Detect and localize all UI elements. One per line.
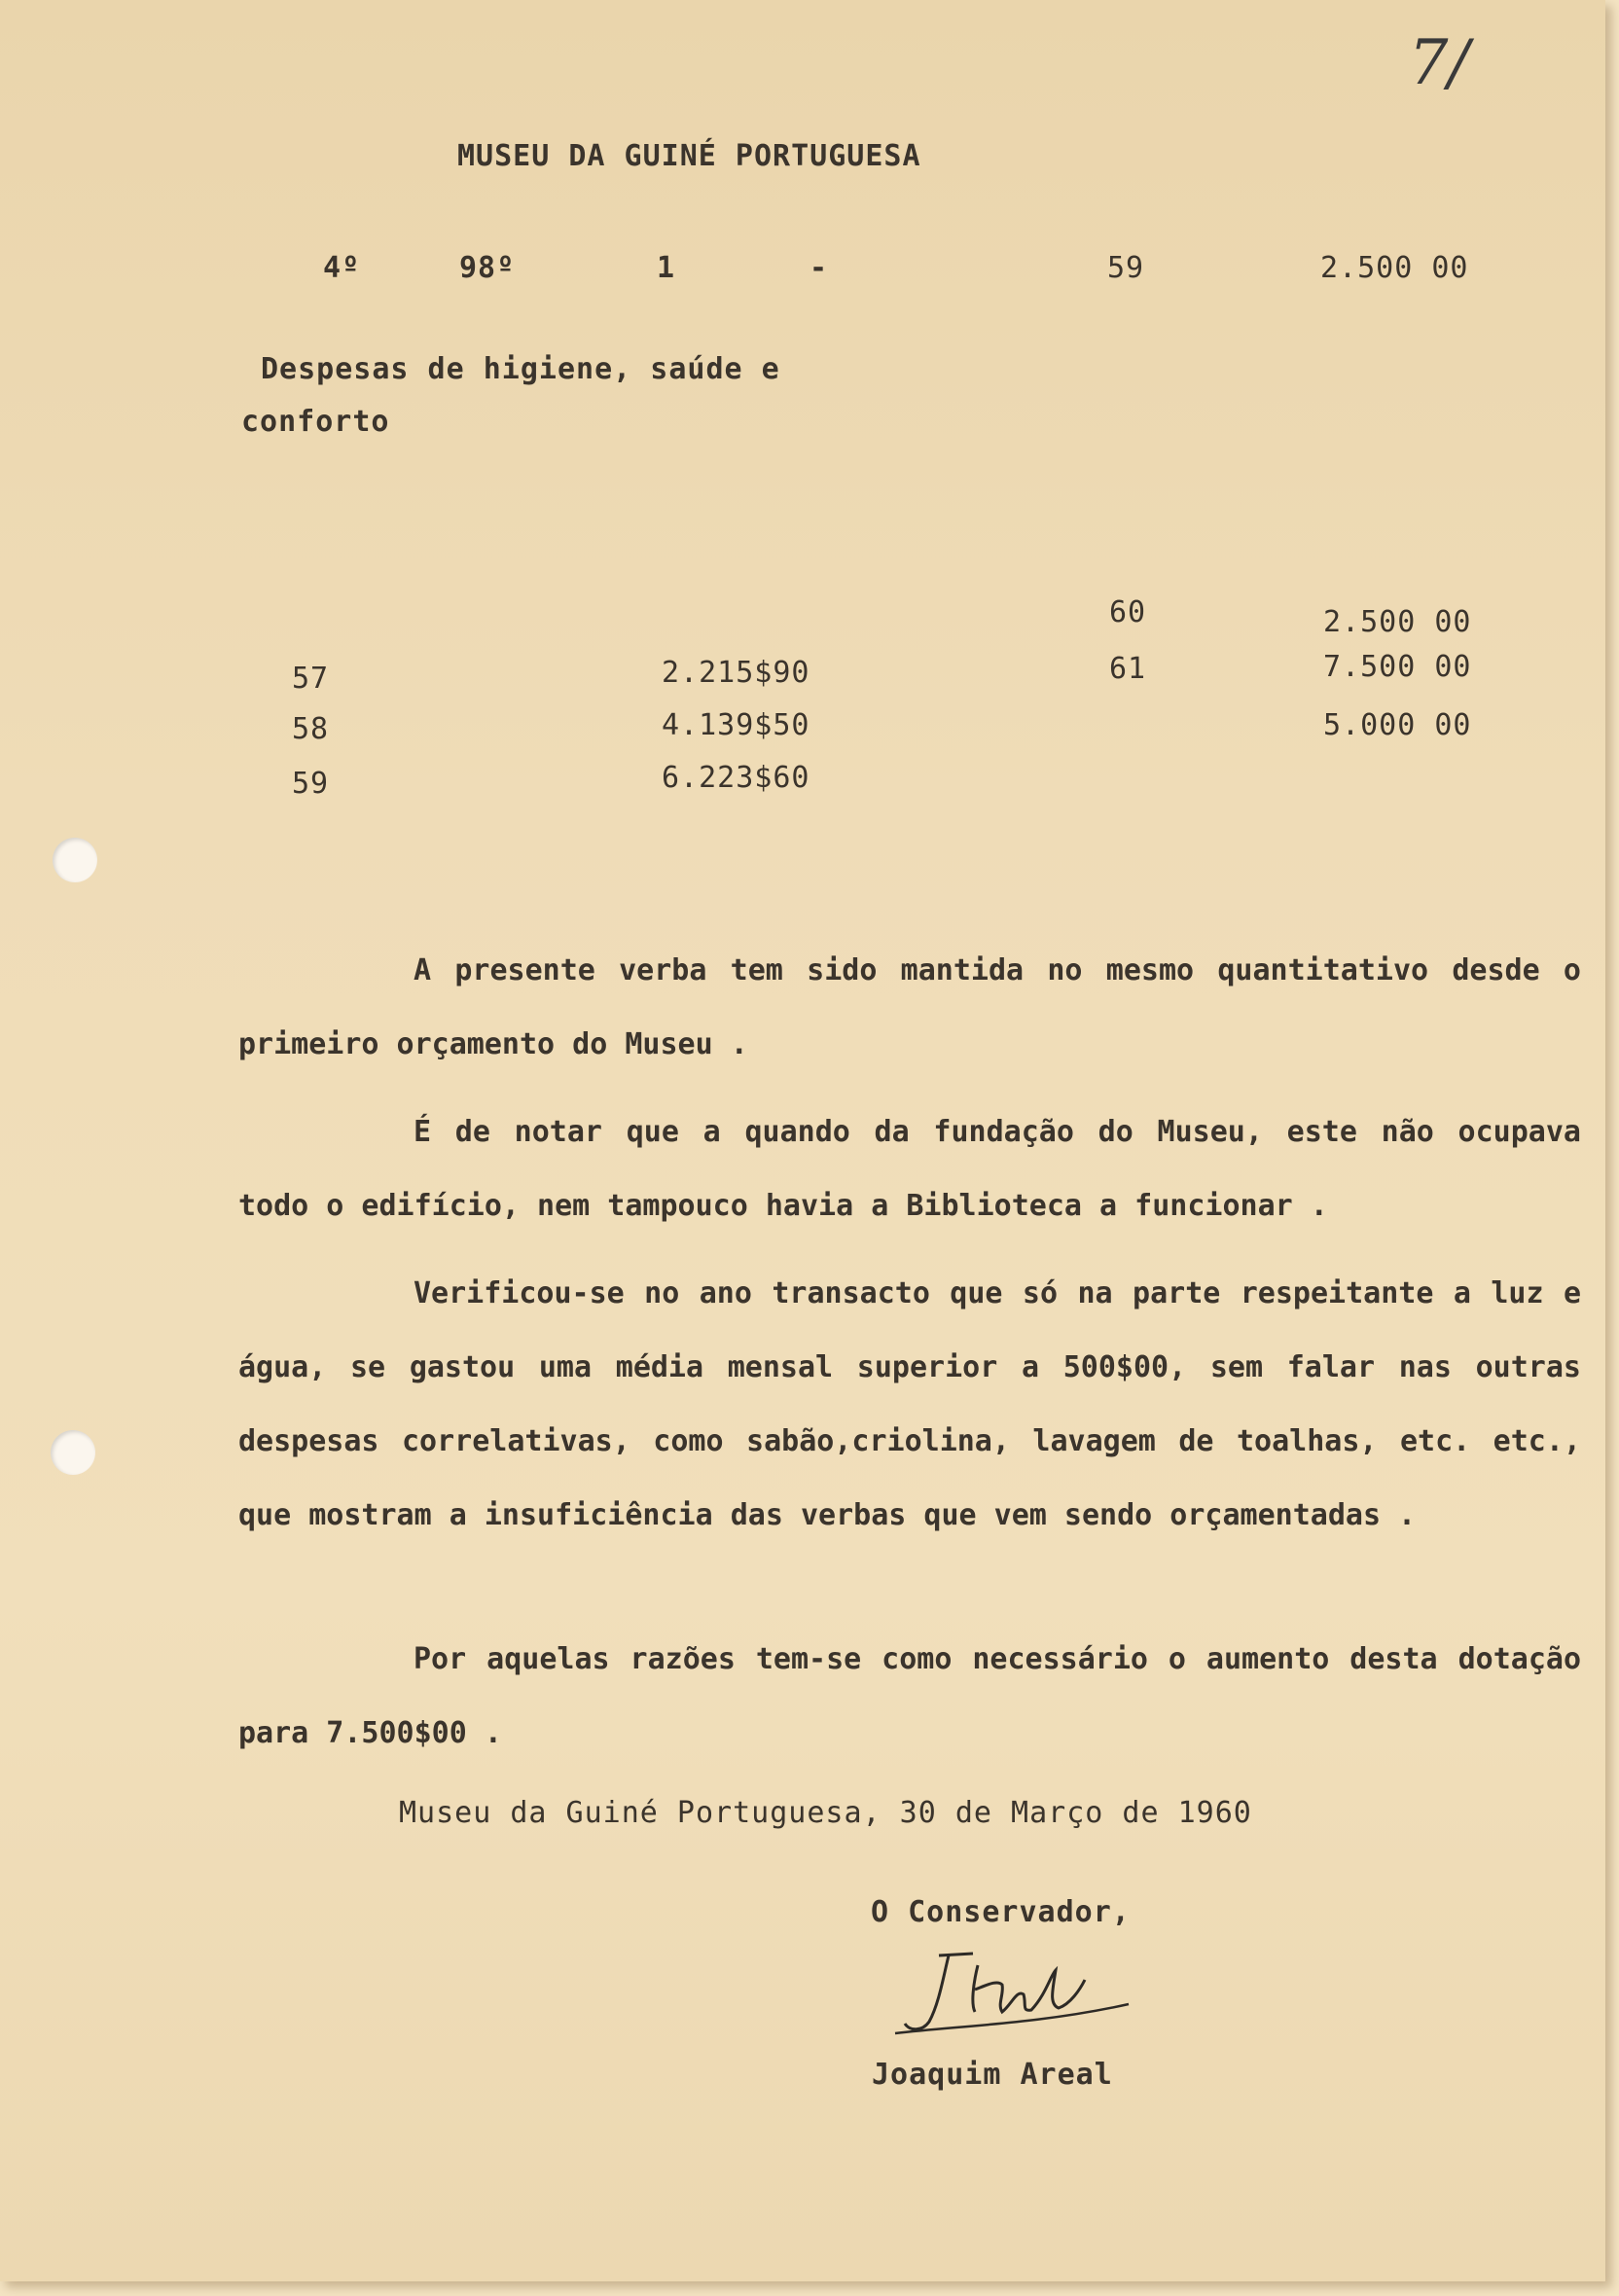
signature: [876, 1936, 1187, 2053]
expense-amount: 6.223$60: [662, 761, 810, 795]
punch-hole-top: [53, 838, 97, 882]
paragraph-2: [238, 1095, 1581, 1243]
paragraph-1-text: A presente verba tem sido mantida no mesmo quantitativo desde o primeiro orçamento do Museu .: [238, 953, 1581, 1061]
budget-amount: 7.500 00: [1323, 650, 1472, 684]
expense-amount: 2.215$90: [662, 656, 810, 690]
budget-cell-year: 59: [1107, 251, 1145, 285]
budget-year: 60: [1109, 595, 1147, 629]
budget-cell-article: 98º: [459, 251, 516, 285]
paragraph-4: [238, 1623, 1581, 1771]
budget-year: 61: [1109, 652, 1147, 686]
budget-cell-dash: -: [810, 251, 829, 285]
paragraph-2-text: É de notar que a quando da fundação do Museu, este não ocupava todo o edifício, nem tampouco havia a Biblioteca a funcionar .: [238, 1115, 1581, 1223]
expense-year: 59: [292, 767, 330, 801]
budget-cell-chapter: 4º: [323, 251, 361, 285]
page-number: 7/: [1408, 27, 1469, 99]
section-title-line2: conforto: [241, 405, 390, 439]
expense-amount: 4.139$50: [662, 708, 810, 742]
place-date: Museu da Guiné Portuguesa, 30 de Março de 1960: [399, 1796, 1252, 1830]
signatory-name: Joaquim Areal: [872, 2058, 1113, 2092]
punch-hole-bottom: [51, 1430, 95, 1475]
letterhead: MUSEU DA GUINÉ PORTUGUESA: [457, 139, 921, 173]
budget-cell-amount: 2.500 00: [1320, 251, 1469, 285]
budget-amount: 5.000 00: [1323, 708, 1472, 742]
budget-amount: 2.500 00: [1323, 605, 1472, 639]
budget-cell-number: 1: [657, 251, 676, 285]
signatory-title: O Conservador,: [871, 1895, 1131, 1929]
section-title-line1: Despesas de higiene, saúde e: [261, 352, 780, 386]
paragraph-3-text: Verificou-se no ano transacto que só na parte respeitante a luz e água, se gastou uma média mensal superior a 500$00, sem falar nas outras despesas correlativas, como sabão,criolina, lavagem de toalhas, etc. etc., que mostram a insuficiência das verbas que vem sendo orçamentadas .: [238, 1276, 1581, 1532]
expense-year: 58: [292, 712, 330, 746]
paragraph-4-text: Por aquelas razões tem-se como necessário o aumento desta dotação para 7.500$00 .: [238, 1642, 1581, 1750]
paragraph-3: [238, 1257, 1581, 1553]
expense-year: 57: [292, 662, 330, 696]
paragraph-1: [238, 934, 1581, 1082]
